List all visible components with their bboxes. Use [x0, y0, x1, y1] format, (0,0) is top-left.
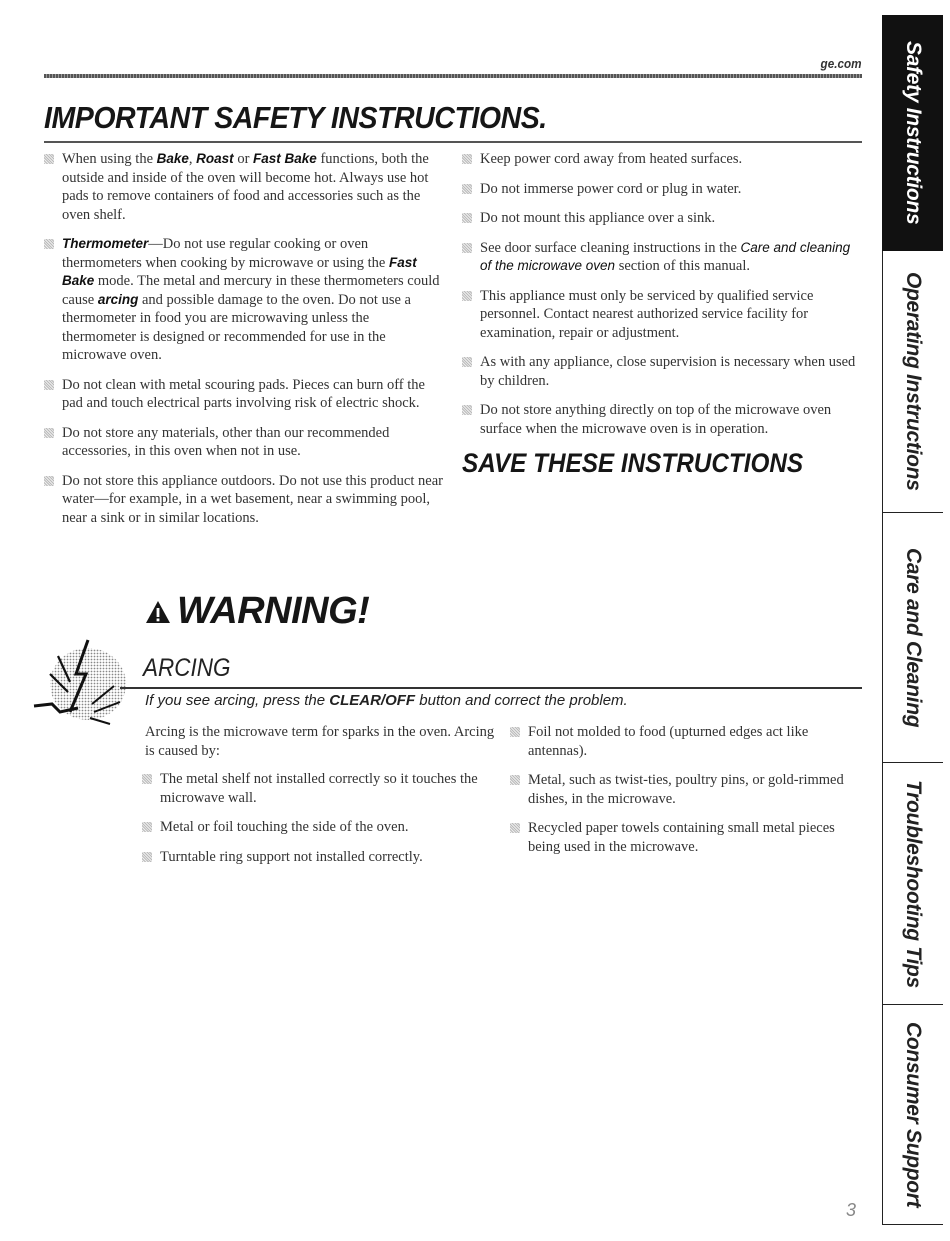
list-item: Do not store this appliance outdoors. Do not use this product near water—for example, in a wet basement, near a swimming pool, near a sink or in similar locations. — [44, 472, 444, 528]
save-instructions-heading: SAVE THESE INSTRUCTIONS — [462, 448, 804, 478]
site-url: ge.com — [821, 56, 862, 71]
bullet-icon — [510, 775, 520, 785]
warning-icon — [145, 600, 171, 624]
right-column — [462, 150, 862, 449]
bullet-icon — [142, 852, 152, 862]
bullet-icon — [462, 357, 472, 367]
tab-safety-instructions[interactable]: Safety Instructions — [882, 15, 943, 251]
tab-troubleshooting-tips[interactable]: Troubleshooting Tips — [882, 763, 943, 1005]
list-item: Keep power cord away from heated surfaces. — [462, 150, 862, 169]
page-number: 3 — [846, 1200, 857, 1220]
list-item: Recycled paper towels containing small metal pieces being used in the microwave. — [510, 819, 860, 856]
title-rule — [44, 141, 862, 143]
arcing-left-list — [142, 770, 502, 877]
bullet-icon — [462, 243, 472, 253]
list-item: Metal, such as twist-ties, poultry pins, or gold-rimmed dishes, in the microwave. — [510, 771, 860, 808]
tab-consumer-support[interactable]: Consumer Support — [882, 1005, 943, 1225]
arcing-intro: Arcing is the microwave term for sparks in the oven. Arcing is caused by: — [145, 724, 495, 759]
page-title: IMPORTANT SAFETY INSTRUCTIONS. — [44, 100, 547, 135]
list-item: Do not immerse power cord or plug in water. — [462, 180, 862, 199]
header-rule — [44, 74, 862, 78]
bullet-icon — [462, 405, 472, 415]
bullet-icon — [44, 154, 54, 164]
list-item: Metal or foil touching the side of the oven. — [142, 818, 502, 837]
bullet-icon — [462, 213, 472, 223]
warning-title: WARNING! — [177, 590, 370, 632]
list-item: Foil not molded to food (upturned edges act like antennas). — [510, 723, 860, 760]
section-tabs — [882, 15, 943, 1225]
list-item: Do not mount this appliance over a sink. — [462, 209, 862, 228]
list-item: Do not store any materials, other than our recommended accessories, in this oven when not in use. — [44, 424, 444, 461]
list-item: Thermometer—Do not use regular cooking or oven thermometers when cooking by microwave or using the Fast Bake mode. The metal and mercury in these thermometers could cause arcing and possible damage to the oven. Do not use a thermometer in food you are microwaving unless the thermometer is designed or recommended for use in the microwave oven. — [44, 235, 444, 365]
tab-operating-instructions[interactable]: Operating Instructions — [882, 251, 943, 513]
bullet-icon — [142, 774, 152, 784]
bullet-icon — [462, 291, 472, 301]
list-item: See door surface cleaning instructions in the Care and cleaning of the microwave oven section of this manual. — [462, 239, 862, 276]
list-item: Do not store anything directly on top of the microwave oven surface when the microwave oven is in operation. — [462, 401, 862, 438]
arcing-right-list — [510, 723, 860, 867]
tab-care-and-cleaning[interactable]: Care and Cleaning — [882, 513, 943, 763]
bullet-icon — [44, 476, 54, 486]
arcing-subtitle: If you see arcing, press the CLEAR/OFF button and correct the problem. — [145, 692, 628, 709]
list-item: As with any appliance, close supervision is necessary when used by children. — [462, 353, 862, 390]
arcing-spark-icon — [30, 634, 130, 730]
arcing-rule — [120, 687, 862, 689]
bullet-icon — [142, 822, 152, 832]
left-column — [44, 150, 444, 538]
bullet-icon — [510, 727, 520, 737]
list-item: This appliance must only be serviced by qualified service personnel. Contact nearest authorized service facility for examination, repair or adjustment. — [462, 287, 862, 343]
list-item: When using the Bake, Roast or Fast Bake functions, both the outside and inside of the oven will become hot. Always use hot pads to remove containers of food and accessories such as the oven shelf. — [44, 150, 444, 224]
bullet-icon — [44, 428, 54, 438]
list-item: Do not clean with metal scouring pads. Pieces can burn off the pad and touch electrical parts involving risk of electric shock. — [44, 376, 444, 413]
bullet-icon — [44, 239, 54, 249]
list-item: Turntable ring support not installed correctly. — [142, 848, 502, 867]
list-item: The metal shelf not installed correctly so it touches the microwave wall. — [142, 770, 502, 807]
warning-heading — [145, 590, 369, 633]
bullet-icon — [462, 154, 472, 164]
arcing-heading: ARCING — [143, 654, 231, 682]
bullet-icon — [44, 380, 54, 390]
bullet-icon — [510, 823, 520, 833]
bullet-icon — [462, 184, 472, 194]
